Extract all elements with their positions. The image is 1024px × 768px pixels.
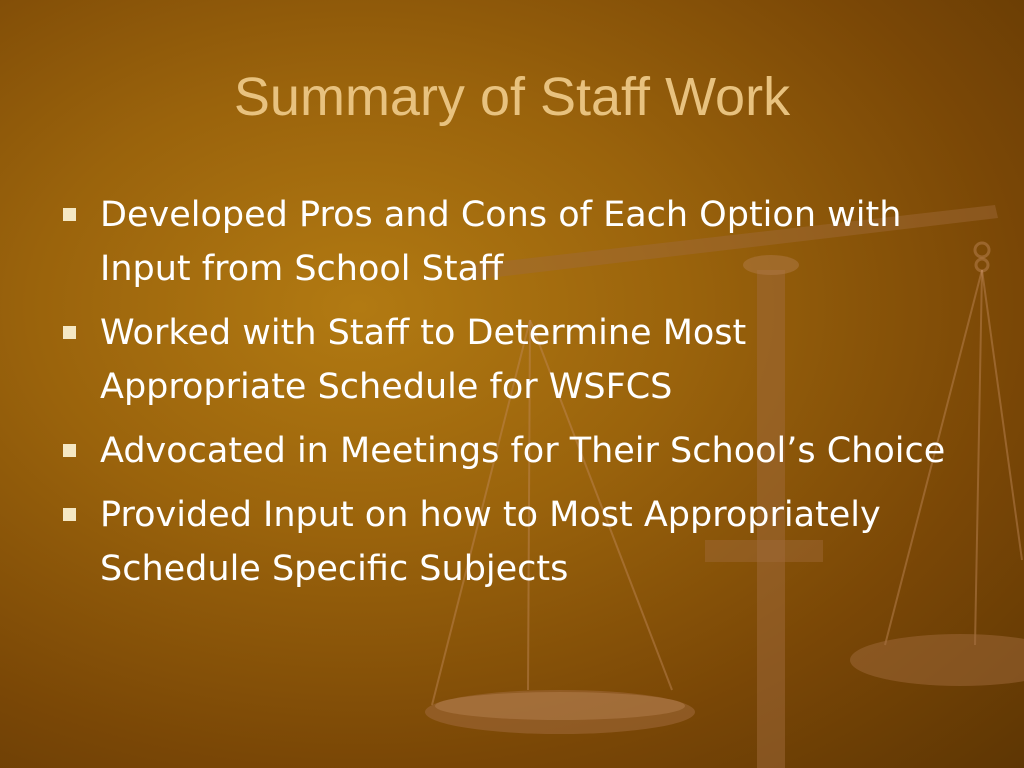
bullet-text: Worked with Staff to Determine Most Appropriate Schedule for WSFCS: [100, 313, 747, 407]
slide-title: Summary of Staff Work: [233, 67, 791, 127]
bullet-item: [60, 188, 960, 296]
square-bullet-icon: [63, 444, 76, 457]
square-bullet-icon: [63, 508, 76, 521]
square-bullet-icon: [63, 326, 76, 339]
bullet-text: Advocated in Meetings for Their School’s Choice: [100, 431, 946, 471]
bullet-item: [60, 488, 960, 596]
bullet-item: [60, 424, 960, 478]
square-bullet-icon: [63, 208, 76, 221]
bullet-list: [60, 188, 960, 606]
bullet-item: [60, 306, 960, 414]
bullet-text: Developed Pros and Cons of Each Option with Input from School Staff: [100, 195, 902, 289]
bullet-text: Provided Input on how to Most Appropriately Schedule Specific Subjects: [100, 495, 881, 589]
